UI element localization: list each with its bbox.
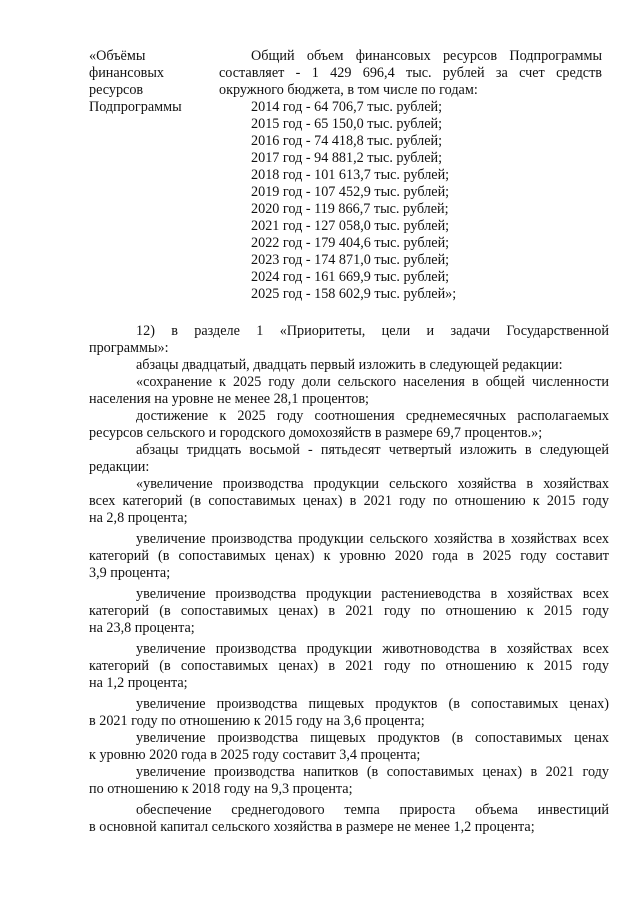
text-line: достижение к 2025 году соотношения среднемесячных располагаемых <box>136 408 609 424</box>
passport-label-line: финансовых <box>89 65 164 81</box>
quoted-paragraph <box>89 802 609 836</box>
quoted-paragraph <box>89 476 609 527</box>
text-line: населения на уровне не менее 28,1 процентов; <box>89 391 369 407</box>
quoted-paragraph <box>89 764 609 798</box>
funding-year-item: 2022 год - 179 404,6 тыс. рублей; <box>251 235 450 251</box>
text-line: «сохранение к 2025 году доли сельского населения в общей численности <box>136 374 609 390</box>
text-line: всех категорий (в сопоставимых ценах) в 2021 году по отношению к 2015 году <box>89 493 609 509</box>
text-line: абзацы тридцать восьмой - пятьдесят четвертый изложить в следующей <box>136 442 609 458</box>
passport-value-cell <box>219 48 602 303</box>
text-line: абзацы двадцатый, двадцать первый изложить в следующей редакции: <box>136 357 563 373</box>
quoted-paragraph <box>89 374 609 408</box>
quoted-paragraph <box>89 730 609 764</box>
text-line: на 23,8 процента; <box>89 620 195 636</box>
passport-intro-line: составляет - 1 429 696,4 тыс. рублей за счет средств <box>219 65 602 81</box>
text-line: увеличение производства продукции растениеводства в хозяйствах всех <box>136 586 609 602</box>
quoted-paragraph <box>89 531 609 582</box>
text-line: увеличение производства напитков (в сопоставимых ценах) в 2021 году <box>136 764 609 780</box>
quoted-paragraph <box>89 641 609 692</box>
text-line: увеличение производства пищевых продуктов (в сопоставимых ценах) <box>136 696 609 712</box>
quoted-paragraph <box>89 408 609 442</box>
text-line: 12) в разделе 1 «Приоритеты, цели и задачи Государственной <box>136 323 609 339</box>
text-line: увеличение производства продукции животноводства в хозяйствах всех <box>136 641 609 657</box>
text-line: 3,9 процента; <box>89 565 171 581</box>
text-line: на 1,2 процента; <box>89 675 188 691</box>
funding-year-item: 2014 год - 64 706,7 тыс. рублей; <box>251 99 443 115</box>
funding-year-item: 2017 год - 94 881,2 тыс. рублей; <box>251 150 443 166</box>
instruction-paragraph <box>89 442 609 476</box>
passport-label-line: «Объёмы <box>89 48 146 64</box>
text-line: редакции: <box>89 459 150 475</box>
funding-year-item: 2018 год - 101 613,7 тыс. рублей; <box>251 167 450 183</box>
item-12-paragraph <box>89 323 609 357</box>
text-line: в основной капитал сельского хозяйства в размере не менее 1,2 процента; <box>89 819 535 835</box>
text-line: ресурсов сельского и городского домохозяйств в размере 69,7 процентов.»; <box>89 425 543 441</box>
text-line: по отношению к 2018 году на 9,3 процента; <box>89 781 353 797</box>
text-line: программы»: <box>89 340 169 356</box>
funding-year-item: 2023 год - 174 871,0 тыс. рублей; <box>251 252 450 268</box>
text-line: к уровню 2020 года в 2025 году составит 3,4 процента; <box>89 747 421 763</box>
quoted-paragraph <box>89 586 609 637</box>
funding-year-item: 2025 год - 158 602,9 тыс. рублей»; <box>251 286 457 302</box>
passport-label-line: Подпрограммы <box>89 99 182 115</box>
text-line: на 2,8 процента; <box>89 510 188 526</box>
text-line: увеличение производства пищевых продуктов (в сопоставимых ценах <box>136 730 609 746</box>
text-line: категорий (в сопоставимых ценах) в 2021 году по отношению к 2015 году <box>89 603 609 619</box>
passport-intro-line: окружного бюджета, в том числе по годам: <box>219 82 478 98</box>
funding-year-item: 2015 год - 65 150,0 тыс. рублей; <box>251 116 443 132</box>
funding-year-item: 2021 год - 127 058,0 тыс. рублей; <box>251 218 450 234</box>
passport-label-cell <box>89 48 209 116</box>
funding-year-item: 2024 год - 161 669,9 тыс. рублей; <box>251 269 450 285</box>
instruction-paragraph <box>89 357 609 374</box>
document-body <box>89 323 609 836</box>
text-line: категорий (в сопоставимых ценах) в 2021 году по отношению к 2015 году <box>89 658 609 674</box>
funding-year-item: 2020 год - 119 866,7 тыс. рублей; <box>251 201 449 217</box>
text-line: обеспечение среднегодового темпа прироста объема инвестиций <box>136 802 609 818</box>
funding-year-item: 2016 год - 74 418,8 тыс. рублей; <box>251 133 443 149</box>
passport-label-line: ресурсов <box>89 82 144 98</box>
funding-by-year-list <box>251 99 602 303</box>
quoted-paragraph <box>89 696 609 730</box>
funding-year-item: 2019 год - 107 452,9 тыс. рублей; <box>251 184 450 200</box>
text-line: в 2021 году по отношению к 2015 году на 3,6 процента; <box>89 713 425 729</box>
passport-intro-line: Общий объем финансовых ресурсов Подпрограммы <box>251 48 602 64</box>
text-line: категорий (в сопоставимых ценах) к уровню 2020 года в 2025 году составит <box>89 548 609 564</box>
text-line: увеличение производства продукции сельского хозяйства в хозяйствах всех <box>136 531 609 547</box>
text-line: «увеличение производства продукции сельского хозяйства в хозяйствах <box>136 476 609 492</box>
